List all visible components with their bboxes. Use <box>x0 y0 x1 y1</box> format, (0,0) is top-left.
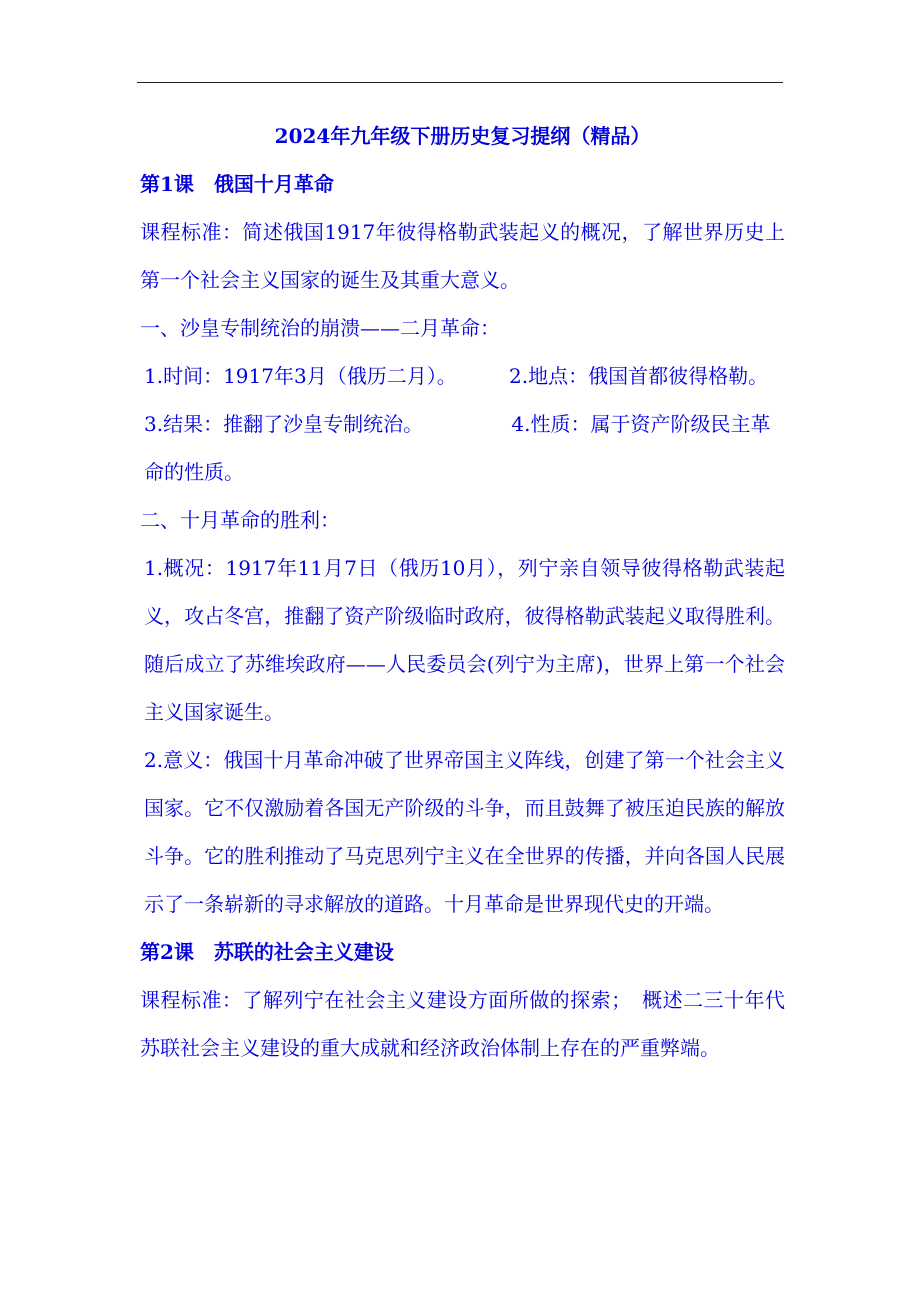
section1-place: 2.地点：俄国首都彼得格勒。 <box>509 364 769 388</box>
section1-result: 3.结果：推翻了沙皇专制统治。 <box>144 412 424 436</box>
lesson2-standard: 课程标准：了解列宁在社会主义建设方面所做的探索； 概述二三十年代苏联社会主义建设的重大成就和经济政治体制上存在的严重弊端。 <box>140 988 785 1060</box>
section1-row-2 <box>140 400 785 496</box>
document-title: 2024年九年级下册历史复习提纲（精品） <box>274 124 651 148</box>
section1-row-1 <box>140 352 785 400</box>
lesson2-heading: 第2课 苏联的社会主义建设 <box>140 940 394 964</box>
lesson1-standard: 课程标准：简述俄国1917年彼得格勒武装起义的概况，了解世界历史上第一个社会主义国家的诞生及其重大意义。 <box>140 220 785 292</box>
section1-nature-start: 4.性质：属于资产阶级民主革命的性质。 <box>144 412 771 484</box>
header-rule <box>137 82 783 83</box>
section2-overview: 1.概况：1917年11月7日（俄历10月），列宁亲自领导彼得格勒武装起义，攻占冬宫，推翻了资产阶级临时政府，彼得格勒武装起义取得胜利。随后成立了苏维埃政府——人民委员会(列宁为主席)，世界上第一个社会主义国家诞生。 <box>144 556 785 724</box>
section2-heading: 二、十月革命的胜利： <box>140 508 340 532</box>
section2-significance: 2.意义：俄国十月革命冲破了世界帝国主义阵线，创建了第一个社会主义国家。它不仅激励着各国无产阶级的斗争，而且鼓舞了被压迫民族的解放斗争。它的胜利推动了马克思列宁主义在全世界的传播，并向各国人民展示了一条崭新的寻求解放的道路。十月革命是世界现代史的开端。 <box>144 748 785 916</box>
section1-time: 1.时间：1917年3月（俄历二月）。 <box>144 364 457 388</box>
section1-heading: 一、沙皇专制统治的崩溃——二月革命： <box>140 316 500 340</box>
document-body <box>140 112 785 1072</box>
lesson1-heading: 第1课 俄国十月革命 <box>140 172 334 196</box>
